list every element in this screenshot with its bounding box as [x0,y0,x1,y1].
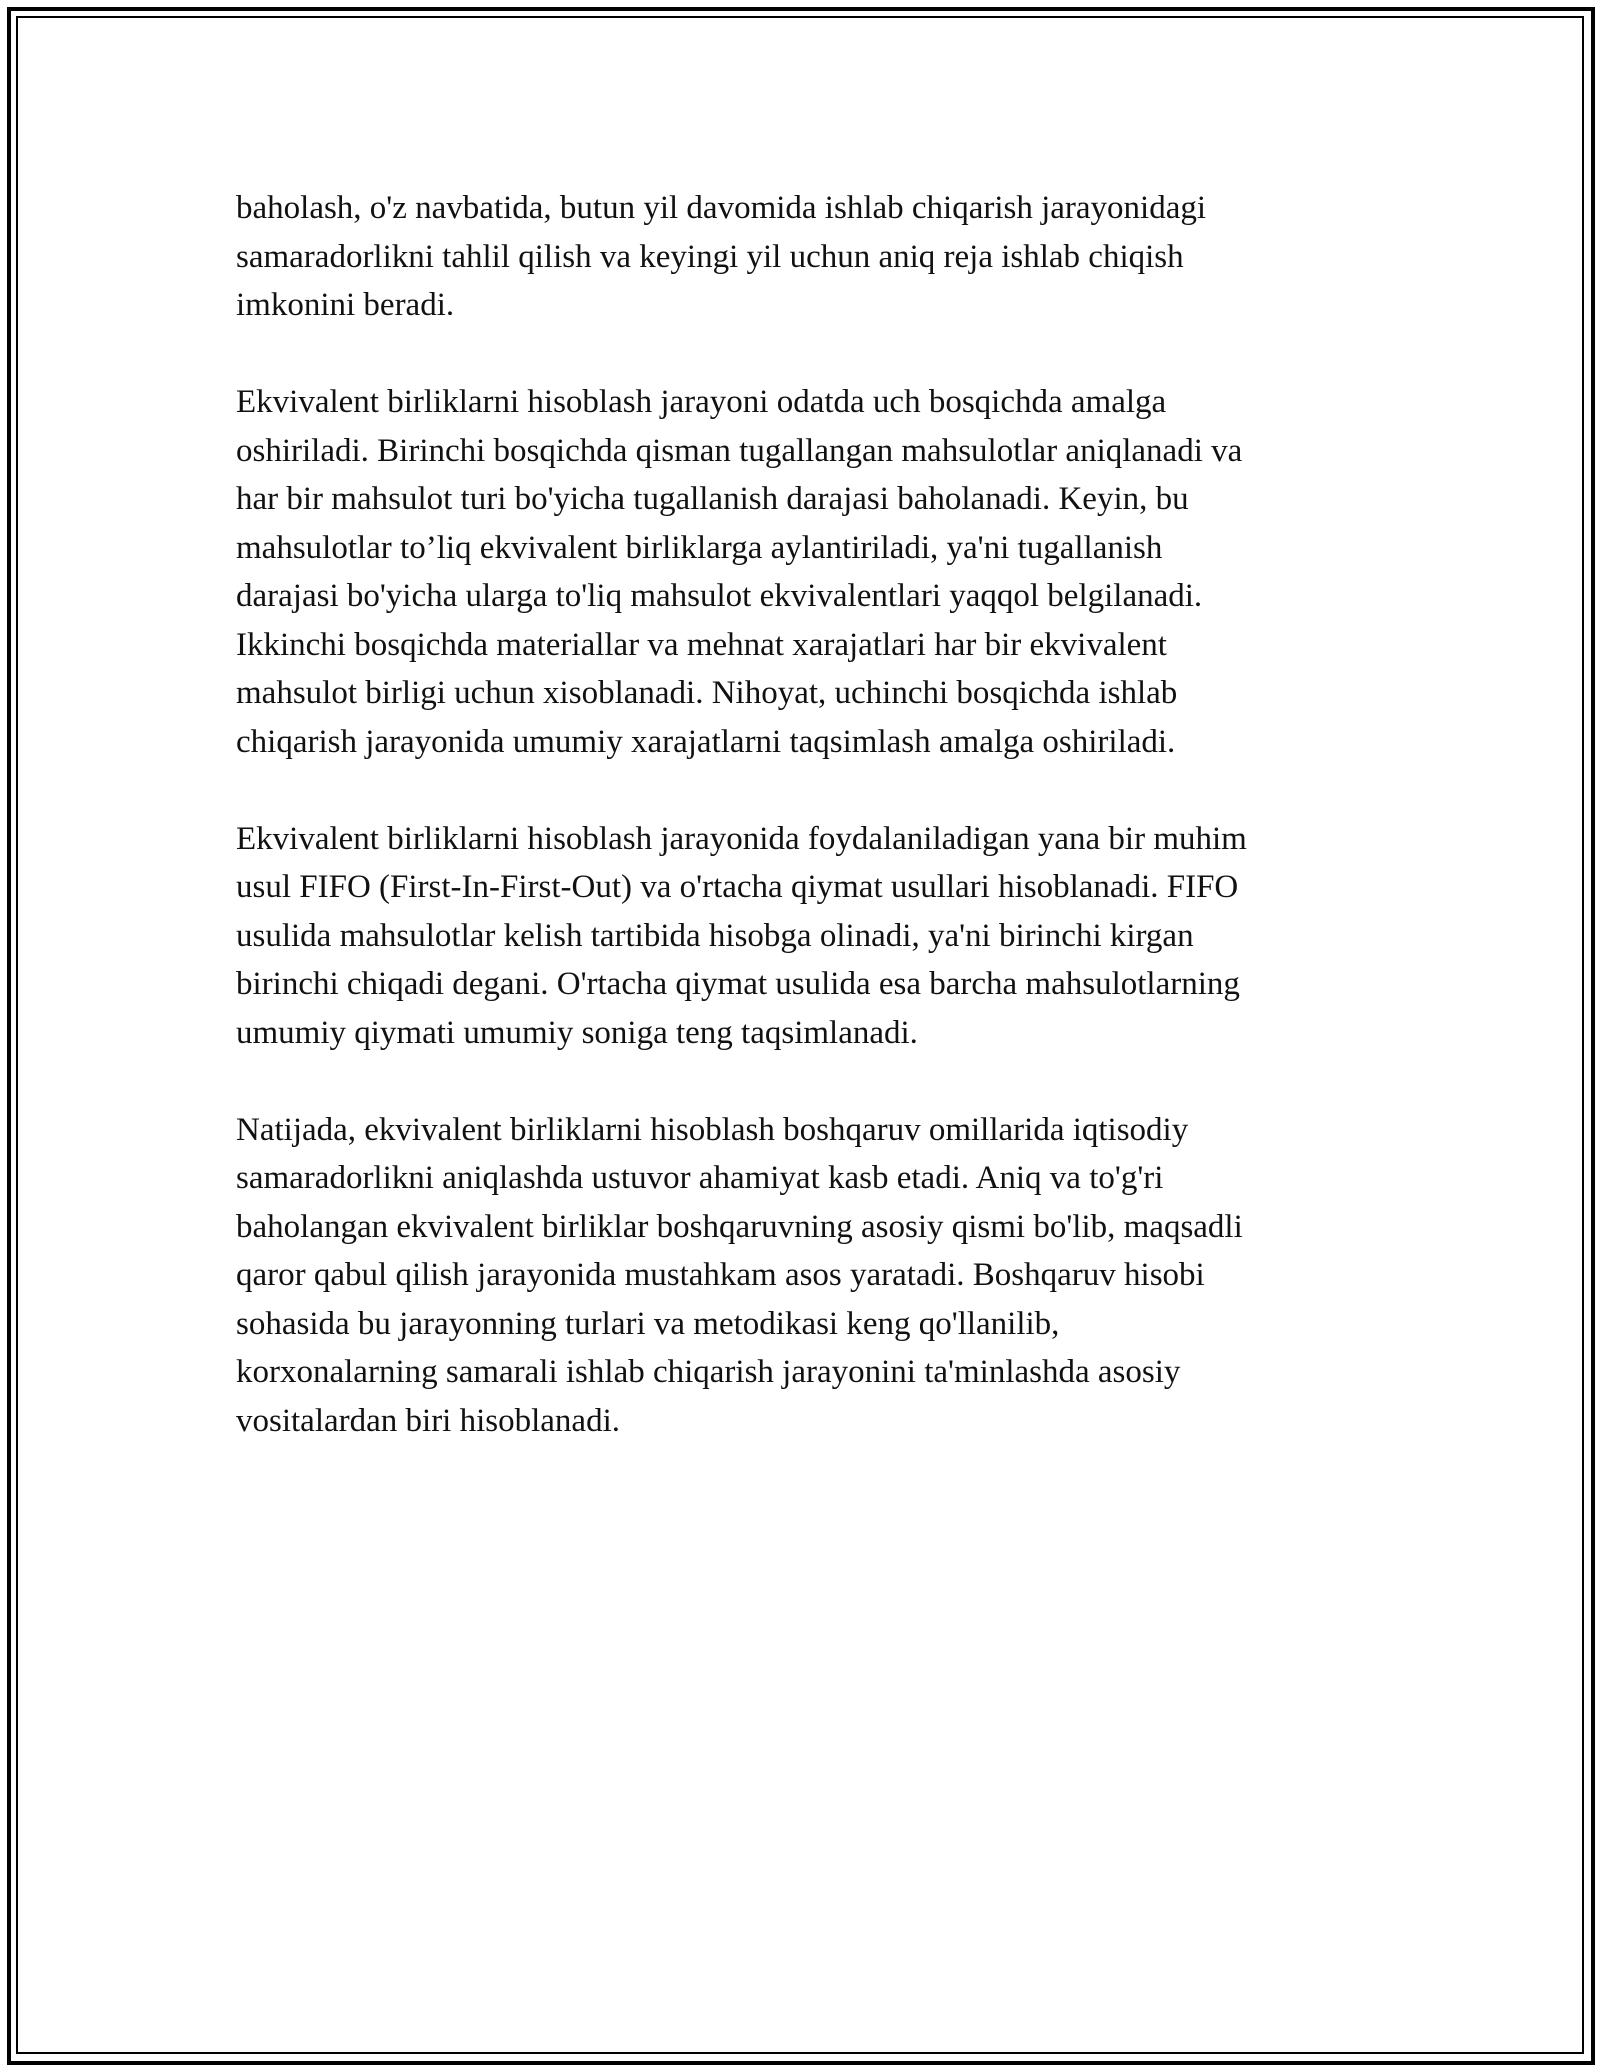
paragraph-2: Ekvivalent birliklarni hisoblash jarayoni odatda uch bosqichda amalga oshiriladi. Birinchi bosqichda qisman tugallangan mahsulotlar aniqlanadi va har bir mahsulot turi bo'yicha tugallanish darajasi baholanadi. Keyin, bu mahsulotlar to’liq ekvivalent birliklarga aylantiriladi, ya'ni tugallanish darajasi bo'yicha ularga to'liq mahsulot ekvivalentlari yaqqol belgilanadi. Ikkinchi bosqichda materiallar va mehnat xarajatlari har bir ekvivalent mahsulot birligi uchun xisoblanadi. Nihoyat, uchinchi bosqichda ishlab chiqarish jarayonida umumiy xarajatlarni taqsimlash amalga oshiriladi. [236,384,1243,760]
paragraph-4: Natijada, ekvivalent birliklarni hisoblash boshqaruv omillarida iqtisodiy samaradorlikni aniqlashda ustuvor ahamiyat kasb etadi. Aniq va to'g'ri baholangan ekvivalent birliklar boshqaruvning asosiy qismi bo'lib, maqsadli qaror qabul qilish jarayonida mustahkam asos yaratadi. Boshqaruv hisobi sohasida bu jarayonning turlari va metodikasi keng qo'llanilib, korxonalarning samarali ishlab chiqarish jarayonini ta'minlashda asosiy vositalardan biri hisoblanadi. [236,1111,1243,1439]
paragraph-1: baholash, o'z navbatida, butun yil davomida ishlab chiqarish jarayonidagi samaradorlikni tahlil qilish va keyingi yil uchun aniq reja ishlab chiqish imkonini beradi. [236,190,1207,323]
document-body [236,184,1366,1494]
paragraph-3: Ekvivalent birliklarni hisoblash jarayonida foydalaniladigan yana bir muhim usul FIFO (First-In-First-Out) va o'rtacha qiymat usullari hisoblanadi. FIFO usulida mahsulotlar kelish tartibida hisobga olinadi, ya'ni birinchi kirgan birinchi chiqadi degani. O'rtacha qiymat usulida esa barcha mahsulotlarning umumiy qiymati umumiy soniga teng taqsimlanadi. [236,820,1247,1051]
